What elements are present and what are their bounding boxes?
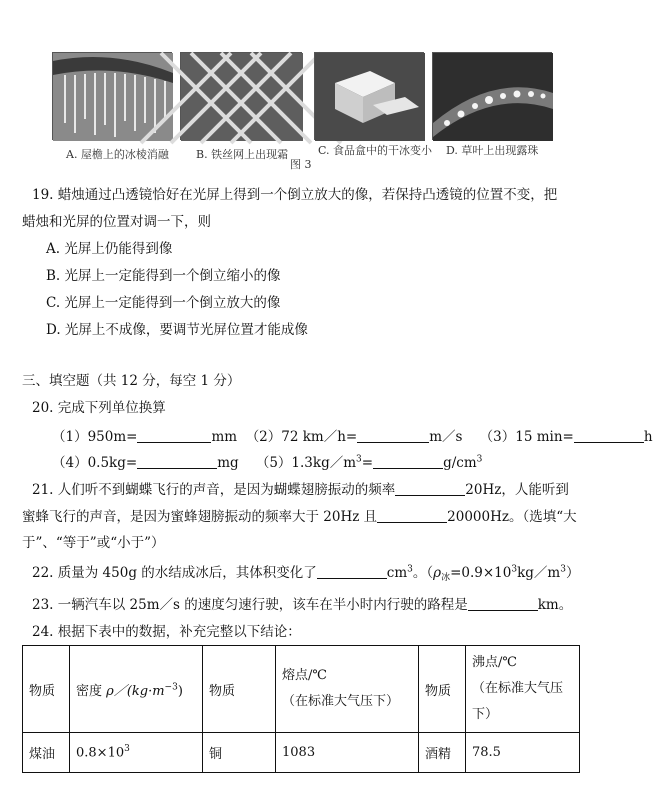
cell-melting-copper: 1083 [276, 733, 419, 773]
q21-text-4: 20000Hz。（选填“大 [447, 509, 577, 525]
q22-rho: ρ [433, 565, 442, 581]
figure-label: 图 3 [290, 158, 312, 171]
q20-row1 [52, 425, 653, 445]
q19-line2: 蜡烛和光屏的位置对调一下，则 [22, 214, 211, 230]
header-melting-note: （在标准大气压下） [282, 694, 400, 709]
frost-wire-icon [181, 53, 303, 141]
cell-density-kerosene [70, 733, 203, 773]
q19-option-d: D. 光屏上不成像，要调节光屏位置才能成像 [46, 322, 308, 338]
q19-option-a: A. 光屏上仍能得到像 [46, 241, 173, 257]
q20-item1-unit: mm [211, 429, 238, 445]
caption-c: C. 食品盒中的干冰变小 [318, 144, 433, 157]
q22-blank[interactable] [317, 564, 387, 579]
caption-a: A. 屋檐上的冰棱消融 [66, 148, 169, 161]
q22-unit-exp: 3 [407, 564, 413, 575]
q22-text-1: 22. 质量为 450g 的水结成冰后，其体积变化了 [32, 565, 317, 581]
header-melting-label: 熔点/℃ [282, 668, 327, 683]
header-substance-3: 物质 [419, 646, 466, 733]
q23-line [32, 593, 572, 613]
photo-dry-ice [314, 52, 424, 140]
header-substance-1: 物质 [23, 646, 70, 733]
q20-item5-exp: 3 [356, 454, 362, 465]
cell-density-exp: 3 [124, 744, 130, 755]
header-density-rho: ρ [106, 683, 114, 699]
q22-text-4: kg／m [517, 565, 561, 581]
q21-line3: 于”、“等于”或“小于”） [22, 535, 165, 551]
header-boiling-label: 沸点/℃ [472, 655, 517, 670]
q20-blank-3[interactable] [574, 428, 644, 443]
header-density-unit: ／(kg·m [113, 683, 165, 699]
cell-boiling-alcohol: 78.5 [466, 733, 580, 773]
q21-line1 [32, 478, 569, 498]
photo-dew [432, 52, 552, 140]
q20-item2-unit: m／s [429, 429, 463, 445]
section-heading: 三、填空题（共 12 分，每空 1 分） [22, 373, 241, 389]
q21-text-2: 20Hz，人能听到 [465, 482, 569, 498]
q22-text-2: 。（ [412, 565, 434, 581]
figure-3-photos [52, 52, 552, 140]
q20-item4-label: （4）0.5kg= [52, 455, 138, 471]
q22-unit: cm [386, 565, 408, 581]
q21-blank-1[interactable] [395, 481, 465, 496]
q21-blank-2[interactable] [377, 508, 447, 523]
dew-drops-icon [433, 53, 553, 141]
header-melting-point [276, 646, 419, 733]
caption-d: D. 草叶上出现露珠 [446, 144, 539, 157]
q20-blank-5[interactable] [373, 454, 443, 469]
q23-text-2: km。 [537, 597, 573, 613]
q21-text-3: 蜜蜂飞行的声音，是因为蜜蜂翅膀振动的频率大于 20Hz 且 [22, 509, 378, 525]
header-density [70, 646, 203, 733]
q19-option-c: C. 光屏上一定能得到一个倒立放大的像 [46, 295, 281, 311]
q20-row2 [52, 451, 482, 471]
q20-blank-4[interactable] [137, 454, 217, 469]
table-row [23, 733, 580, 773]
dry-ice-icon [315, 53, 425, 141]
q20-item5-unit: g/cm [443, 455, 477, 471]
cell-density-value: 0.8×10 [76, 745, 125, 761]
caption-b: B. 铁丝网上出现霜 [196, 148, 289, 161]
q22-exp-2: 3 [560, 564, 566, 575]
header-density-close: ) [177, 683, 183, 699]
q19-line1: 19. 蜡烛通过凸透镜恰好在光屏上得到一个倒立放大的像，若保持凸透镜的位置不变，把 [32, 187, 558, 203]
data-table [22, 645, 580, 773]
q19-option-b: B. 光屏上一定能得到一个倒立缩小的像 [46, 268, 281, 284]
header-boiling-note: （在标准大气压下） [472, 681, 564, 722]
q20-item2-label: （2）72 km／h= [245, 429, 358, 445]
cell-substance-alcohol: 酒精 [419, 733, 466, 773]
q22-text-3: =0.9×10 [450, 565, 512, 581]
q20-item5-eq: = [361, 455, 374, 471]
header-substance-2: 物质 [203, 646, 276, 733]
photo-frost-wire [180, 52, 302, 140]
q20-blank-1[interactable] [137, 428, 211, 443]
header-density-exp: −3 [164, 682, 178, 693]
q22-rho-sub: 冰 [441, 573, 451, 583]
q22-line [32, 561, 579, 583]
q20-title: 20. 完成下列单位换算 [32, 400, 166, 416]
q20-item3-unit: h [643, 429, 653, 445]
table-header-row [23, 646, 580, 733]
q22-text-5: ） [565, 565, 580, 581]
q20-item5-unit-exp: 3 [476, 454, 483, 465]
q23-blank[interactable] [468, 596, 538, 611]
header-density-label: 密度 [76, 683, 103, 699]
cell-substance-kerosene: 煤油 [23, 733, 70, 773]
q20-blank-2[interactable] [357, 428, 429, 443]
cell-substance-copper: 铜 [203, 733, 276, 773]
q21-text-1: 21. 人们听不到蝴蝶飞行的声音，是因为蝴蝶翅膀振动的频率 [32, 482, 396, 498]
q23-text-1: 23. 一辆汽车以 25m／s 的速度匀速行驶，该车在半小时内行驶的路程是 [32, 597, 468, 613]
header-boiling-point [466, 646, 580, 733]
q22-exp-1: 3 [511, 564, 518, 575]
q24-title: 24. 根据下表中的数据，补充完整以下结论： [32, 624, 301, 640]
q21-line2 [22, 505, 577, 525]
q20-item5-label: （5）1.3kg／m [255, 455, 357, 471]
q20-item3-label: （3）15 min= [479, 429, 574, 445]
q20-item4-unit: mg [217, 455, 239, 471]
photo-icicles [52, 52, 172, 140]
q20-item1-label: （1）950m= [52, 429, 138, 445]
